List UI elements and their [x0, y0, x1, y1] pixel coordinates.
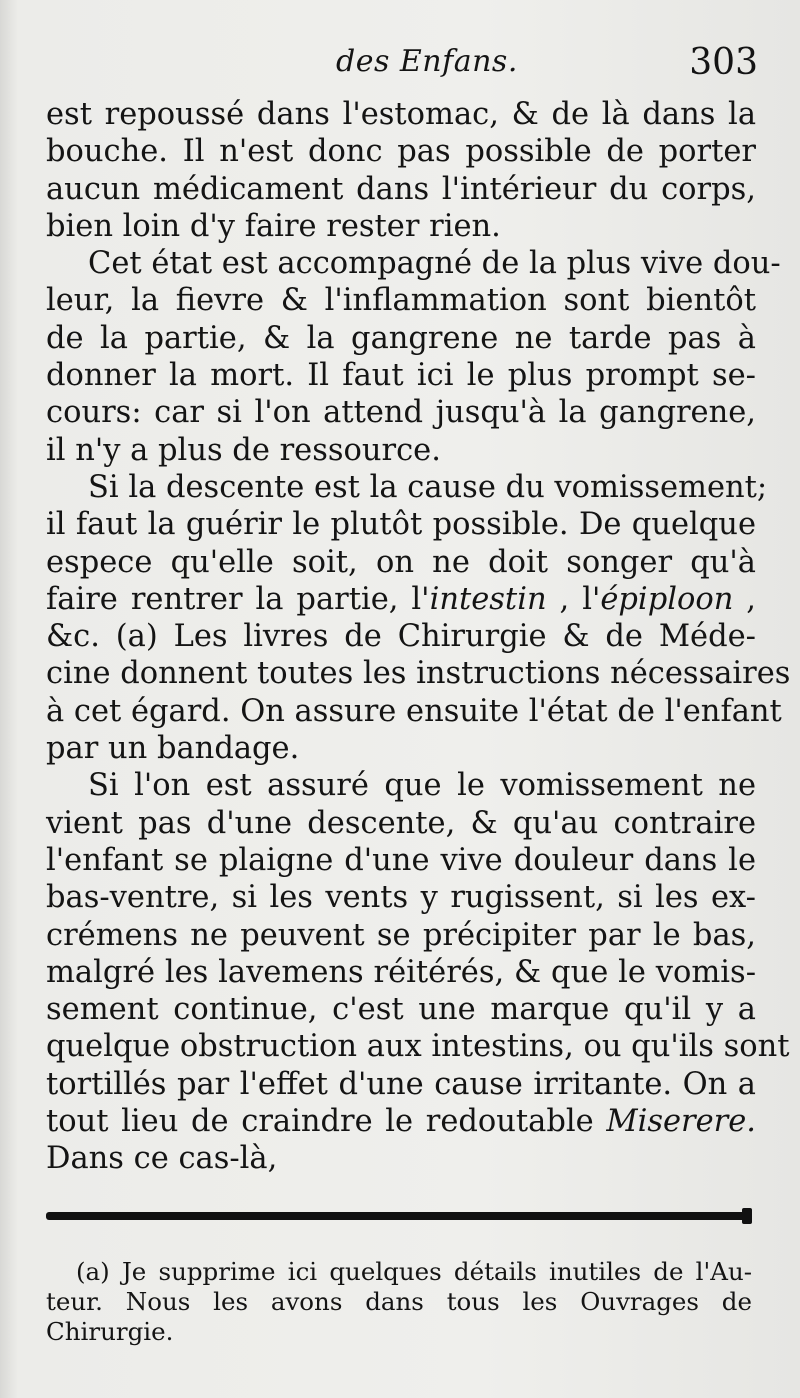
italic-term-intestin: intestin — [429, 581, 547, 617]
text-segment: tout lieu de craindre le redoutable — [46, 1104, 607, 1140]
text-line: est repoussé dans l'estomac, & de là dans la — [46, 97, 756, 132]
page-header — [46, 42, 758, 102]
paragraph-4 — [46, 767, 790, 1177]
paragraph-3 — [46, 469, 791, 767]
paragraph-2 — [46, 245, 781, 469]
text-line: tortillés par l'effet d'une cause irritante. On a — [46, 1066, 756, 1102]
text-line: bas-ventre, si les vents y rugissent, si les ex- — [46, 880, 756, 916]
paragraph-1 — [46, 96, 756, 245]
text-line: &c. (a) Les livres de Chirurgie & de Méde- — [46, 619, 756, 655]
italic-term-miserere: Miserere. — [606, 1104, 756, 1140]
text-line: Dans ce cas-là, — [46, 1141, 278, 1177]
text-line: sement continue, c'est une marque qu'il y a — [46, 992, 756, 1028]
text-line: bouche. Il n'est donc pas possible de porter — [46, 134, 756, 170]
text-line: aucun médicament dans l'intérieur du corps, — [46, 171, 756, 207]
footnote-line: Chirurgie. — [46, 1317, 174, 1346]
text-line: cours: car si l'on attend jusqu'à la gangrene, — [46, 395, 756, 431]
running-title: des Enfans. — [336, 44, 518, 79]
text-line: l'enfant se plaigne d'une vive douleur dans le — [46, 842, 756, 878]
text-line: il faut la guérir le plutôt possible. De quelque — [46, 507, 756, 543]
text-line: par un bandage. — [46, 731, 300, 767]
text-line: donner la mort. Il faut ici le plus prompt se- — [46, 358, 756, 394]
footnote — [46, 1257, 752, 1347]
text-line: Si la descente est la cause du vomissement; — [88, 469, 768, 505]
text-line: quelque obstruction aux intestins, ou qu'ils sont — [46, 1029, 790, 1065]
text-segment: faire rentrer la partie, l' — [46, 581, 430, 617]
text-line: leur, la fievre & l'inflammation sont bientôt — [46, 283, 756, 319]
text-line: Si l'on est assuré que le vomissement ne — [88, 768, 756, 804]
text-line: bien loin d'y faire rester rien. — [46, 208, 501, 244]
text-line: Cet état est accompagné de la plus vive dou- — [88, 246, 781, 282]
text-line: de la partie, & la gangrene ne tarde pas à — [46, 320, 756, 356]
text-line: malgré les lavemens réitérés, & que le vomis- — [46, 954, 756, 990]
footnote-divider-rule — [46, 1212, 748, 1220]
footnote-line: (a) Je supprime ici quelques détails inutiles de l'Au- — [76, 1257, 752, 1286]
text-line: vient pas d'une descente, & qu'au contraire — [46, 805, 756, 841]
text-line-with-italics: faire rentrer la partie, l'intestin , l'épiploon , — [46, 581, 757, 617]
footnote-line: teur. Nous les avons dans tous les Ouvrages de — [46, 1287, 752, 1316]
text-line: crémens ne peuvent se précipiter par le bas, — [46, 917, 756, 953]
page-number: 303 — [689, 42, 758, 83]
text-line-with-italics — [46, 1103, 756, 1140]
text-line: à cet égard. On assure ensuite l'état de l'enfant — [46, 693, 782, 729]
text-line: cine donnent toutes les instructions nécessaires — [46, 656, 791, 692]
text-line: espece qu'elle soit, on ne doit songer qu'à — [46, 544, 756, 580]
main-text — [46, 96, 791, 1178]
text-line: il n'y a plus de ressource. — [46, 432, 441, 468]
italic-term-epiploon: épiploon — [600, 581, 734, 617]
